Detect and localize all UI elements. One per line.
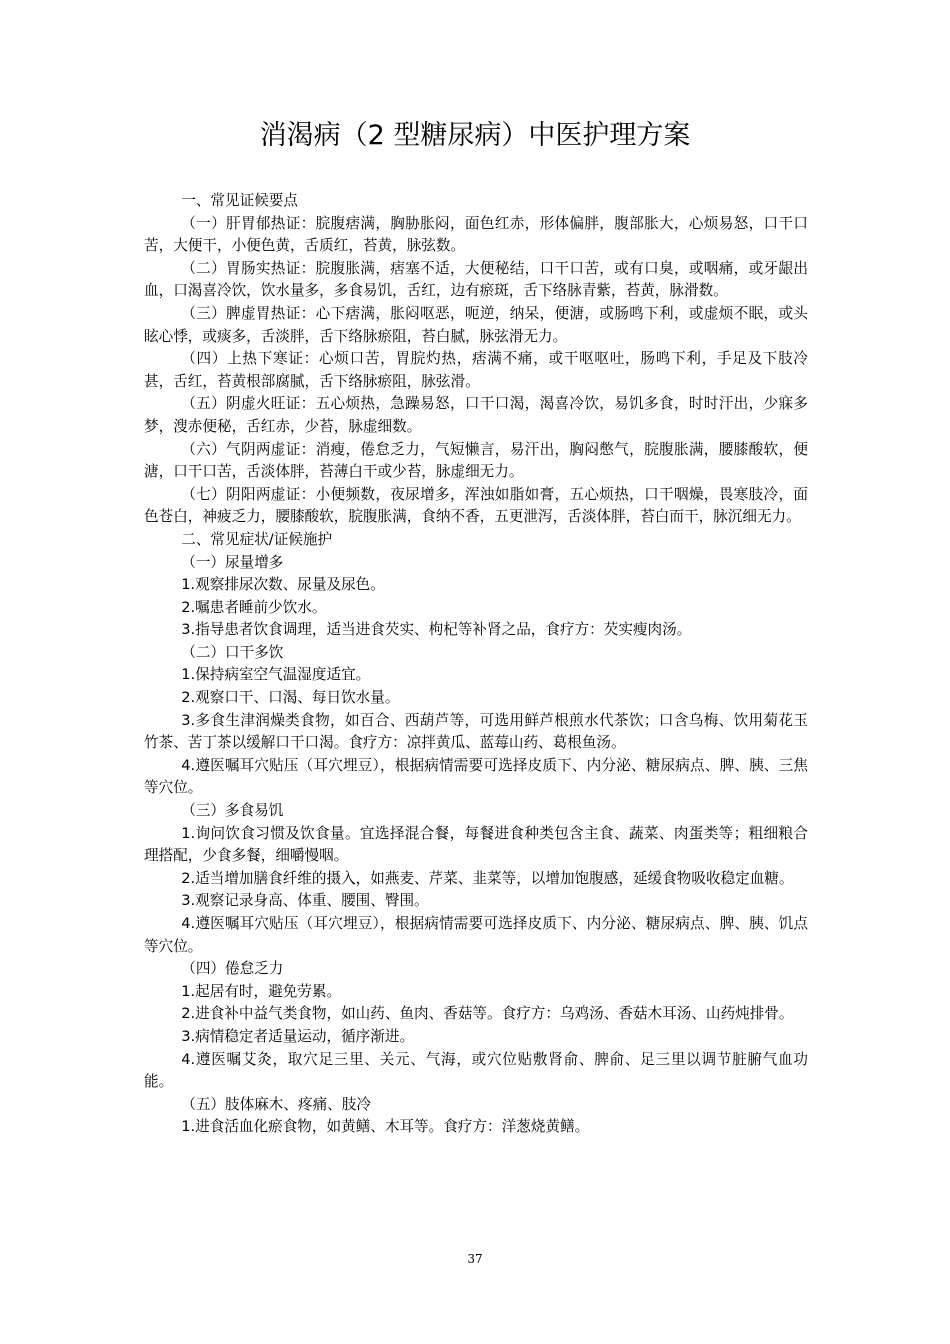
list-item: 2.适当增加膳食纤维的摄入，如燕麦、芹菜、韭菜等，以增加饱腹感，延缓食物吸收稳定血糖。 [181, 869, 794, 887]
paragraph: （五）阴虚火旺证：五心烦热，急躁易怒，口干口渴，渴喜冷饮，易饥多食，时时汗出，少寐多梦，溲赤便秘，舌红赤，少苔，脉虚细数。 [144, 395, 808, 435]
paragraph: （六）气阴两虚证：消瘦，倦怠乏力，气短懒言，易汗出，胸闷憋气，脘腹胀满，腰膝酸软，便溏，口干口苦，舌淡体胖，苔薄白干或少苔，脉虚细无力。 [144, 440, 808, 481]
list-item: 3.观察记录身高、体重、腰围、臀围。 [181, 892, 429, 910]
section-heading: 二、常见症状/证候施护 [181, 530, 333, 548]
list-item: 3.病情稳定者适量运动，循序渐进。 [181, 1027, 415, 1045]
subsection-heading: （一）尿量增多 [181, 553, 284, 571]
list-item: 2.观察口干、口渴、每日饮水量。 [181, 689, 400, 707]
list-item: 3.指导患者饮食调理，适当进食芡实、枸杞等补肾之品，食疗方：芡实瘦肉汤。 [181, 621, 692, 639]
document-title: 消渴病（2 型糖尿病）中医护理方案 [259, 120, 691, 151]
list-item: 3.多食生津润燥类食物，如百合、西葫芦等，可选用鲜芦根煎水代茶饮；口含乌梅、饮用菊花玉竹茶、苦丁茶以缓解口干口渴。食疗方：凉拌黄瓜、蓝莓山药、葛根鱼汤。 [144, 711, 808, 752]
paragraph: （四）上热下寒证：心烦口苦，胃脘灼热，痞满不痛，或干呕呕吐，肠鸣下利，手足及下肢冷甚，舌红，苔黄根部腐腻，舌下络脉瘀阻，脉弦滑。 [144, 350, 808, 390]
subsection-heading: （三）多食易饥 [181, 802, 284, 820]
list-item: 4.遵医嘱耳穴贴压（耳穴埋豆），根据病情需要可选择皮质下、内分泌、糖尿病点、脾、胰、饥点等穴位。 [144, 915, 808, 955]
list-item: 1.起居有时，避免劳累。 [181, 982, 342, 1000]
list-item: 4.遵医嘱耳穴贴压（耳穴埋豆），根据病情需要可选择皮质下、内分泌、糖尿病点、脾、胰、三焦等穴位。 [144, 756, 808, 797]
list-item: 1.保持病室空气温湿度适宜。 [181, 666, 371, 684]
page-number: 37 [467, 1252, 483, 1266]
paragraph: （三）脾虚胃热证：心下痞满，胀闷呕恶，呃逆，纳呆，便溏，或肠鸣下利，或虚烦不眠，或头眩心悸，或痰多，舌淡胖，舌下络脉瘀阻，苔白腻，脉弦滑无力。 [144, 304, 808, 345]
subsection-heading: （四）倦怠乏力 [181, 960, 284, 978]
document-body [144, 190, 808, 1139]
paragraph: （一）肝胃郁热证：脘腹痞满，胸胁胀闷，面色红赤，形体偏胖，腹部胀大，心烦易怒，口干口苦，大便干，小便色黄，舌质红，苔黄，脉弦数。 [144, 214, 808, 255]
list-item: 2.嘱患者睡前少饮水。 [181, 598, 327, 616]
paragraph: （二）胃肠实热证：脘腹胀满，痞塞不适，大便秘结，口干口苦，或有口臭，或咽痛，或牙龈出血，口渴喜冷饮，饮水量多，多食易饥，舌红，边有瘀斑，舌下络脉青紫，苔黄，脉滑数。 [144, 259, 808, 300]
list-item: 2.进食补中益气类食物，如山药、鱼肉、香菇等。食疗方：乌鸡汤、香菇木耳汤、山药炖排骨。 [181, 1005, 794, 1023]
section-heading: 一、常见证候要点 [181, 192, 298, 209]
paragraph: （七）阴阳两虚证：小便频数，夜尿增多，浑浊如脂如膏，五心烦热，口干咽燥，畏寒肢冷，面色苍白，神疲乏力，腰膝酸软，脘腹胀满，食纳不香，五更泄泻，舌淡体胖，苔白而干，脉沉细无力。 [144, 485, 808, 526]
list-item: 1.观察排尿次数、尿量及尿色。 [181, 576, 385, 594]
subsection-heading: （五）肢体麻木、疼痛、肢冷 [181, 1095, 371, 1113]
list-item: 1.进食活血化瘀食物，如黄鳝、木耳等。食疗方：洋葱烧黄鳝。 [181, 1118, 590, 1136]
list-item: 4.遵医嘱艾灸，取穴足三里、关元、气海，或穴位贴敷肾俞、脾俞、足三里以调节脏腑气血功能。 [144, 1050, 808, 1091]
subsection-heading: （二）口干多饮 [181, 643, 284, 661]
list-item: 1.询问饮食习惯及饮食量。宜选择混合餐，每餐进食种类包含主食、蔬菜、肉蛋类等；粗细粮合理搭配，少食多餐，细嚼慢咽。 [144, 824, 808, 865]
